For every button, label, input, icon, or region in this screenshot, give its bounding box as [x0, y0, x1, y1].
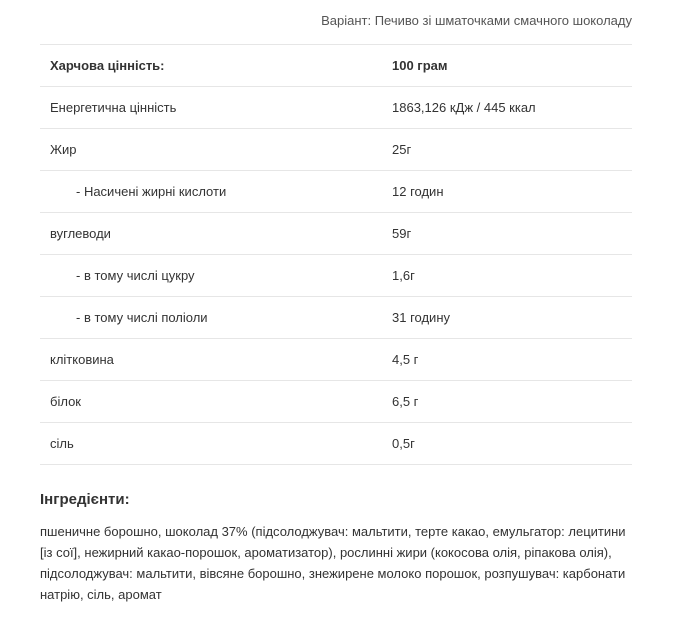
nutrient-name: - в тому числі поліоли — [40, 297, 382, 339]
nutrition-row-fat — [40, 129, 632, 171]
product-variant: Варіант: Печиво зі шматочками смачного шоколаду — [321, 13, 632, 28]
nutrient-value: 0,5г — [382, 423, 632, 465]
nutrient-value: 25г — [382, 129, 632, 171]
nutrient-name: білок — [40, 381, 382, 423]
nutrient-value: 1,6г — [382, 255, 632, 297]
nutrition-row-energy — [40, 87, 632, 129]
nutrition-table — [40, 44, 632, 465]
nutrient-value: 4,5 г — [382, 339, 632, 381]
nutrient-value: 31 годину — [382, 297, 632, 339]
nutrient-value: 6,5 г — [382, 381, 632, 423]
nutrition-header-name: Харчова цінність: — [40, 45, 382, 87]
nutrition-row-fiber — [40, 339, 632, 381]
nutrient-name: - Насичені жирні кислоти — [40, 171, 382, 213]
nutrient-value: 59г — [382, 213, 632, 255]
nutrition-header-row — [40, 45, 632, 87]
nutrient-name: - в тому числі цукру — [40, 255, 382, 297]
ingredients-heading: Інгредієнти: — [40, 491, 130, 508]
nutrition-header-value: 100 грам — [382, 45, 632, 87]
nutrient-value: 12 годин — [382, 171, 632, 213]
nutrition-row-sugars — [40, 255, 632, 297]
ingredients-text: пшеничне борошно, шоколад 37% (підсолоджувач: мальтити, терте какао, емульгатор: лецитини [із сої], нежирний какао-порошок, ароматизатор), рослинні жири (кокосова олія, ріпакова олія), підсолоджувач: мальтити, вівсяне борошно, знежирене молоко порошок, розпушувач: карбонати натрію, сіль, аромат — [40, 524, 626, 602]
nutrition-row-protein — [40, 381, 632, 423]
nutrient-name: Енергетична цінність — [40, 87, 382, 129]
nutrient-name: вуглеводи — [40, 213, 382, 255]
nutrition-row-polyols — [40, 297, 632, 339]
nutrition-row-salt — [40, 423, 632, 465]
nutrient-name: сіль — [40, 423, 382, 465]
nutrition-row-saturated-fat — [40, 171, 632, 213]
nutrient-name: Жир — [40, 129, 382, 171]
nutrient-value: 1863,126 кДж / 445 ккал — [382, 87, 632, 129]
nutrition-row-carbohydrates — [40, 213, 632, 255]
nutrient-name: клітковина — [40, 339, 382, 381]
